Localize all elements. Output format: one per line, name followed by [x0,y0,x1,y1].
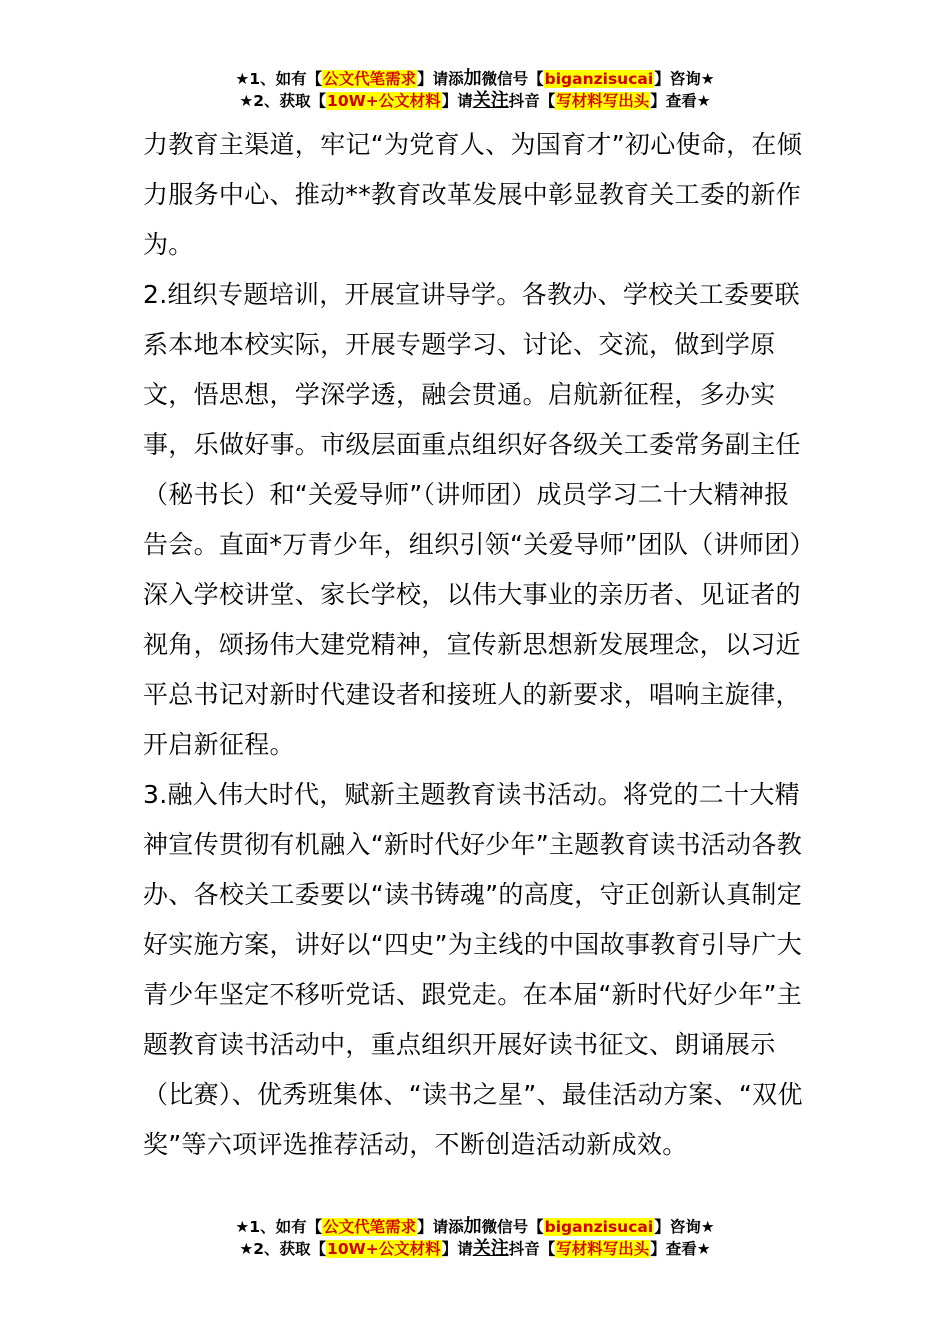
banner-text: 加 [463,1216,482,1237]
banner-text-underlined: 关注 [472,1238,509,1259]
banner-text: ★2、获取【 [239,92,327,110]
banner-text: ★2、获取【 [239,1240,327,1258]
banner-line-2 [0,90,950,112]
banner-text: 】请添 [417,70,464,88]
banner-text: 】请添 [417,1218,464,1236]
banner-line-1 [0,1216,950,1238]
banner-text: ★1、如有【 [235,1218,323,1236]
highlight-ghostwriting: 公文代笔需求 [323,1218,417,1236]
highlight-douyin-account: 写材料写出头 [556,92,650,110]
footer-banner [0,1216,950,1260]
paragraph-3: 3.融入伟大时代，赋新主题教育读书活动。将党的二十大精神宣传贯彻有机融入“新时代好少年”主题教育读书活动各教办、各校关工委要以“读书铸魂”的高度，守正创新认真制定好实施方案，讲好以“四史”为主线的中国故事教育引导广大青少年坚定不移听党话、跟党走。在本届“新时代好少年”主题教育读书活动中，重点组织开展好读书征文、朗诵展示（比赛）、优秀班集体、“读书之星”、最佳活动方案、“双优奖”等六项评选推荐活动，不断创造活动新成效。 [143,780,803,1159]
banner-text: 】查看★ [650,92,711,110]
highlight-materials: 10W+公文材料 [327,1240,441,1258]
paragraph-1: 力教育主渠道，牢记“为党育人、为国育才”初心使命，在倾力服务中心、推动**教育改革发展中彰显教育关工委的新作为。 [143,130,803,259]
paragraph-2: 2.组织专题培训，开展宣讲导学。各教办、学校关工委要联系本地本校实际，开展专题学习、讨论、交流，做到学原文，悟思想，学深学透，融会贯通。启航新征程，多办实事，乐做好事。市级层面重点组织好各级关工委常务副主任（秘书长）和“关爱导师”（讲师团）成员学习二十大精神报告会。直面*万青少年，组织引领“关爱导师”团队（讲师团）深入学校讲堂、家长学校，以伟大事业的亲历者、见证者的视角，颂扬伟大建党精神，宣传新思想新发展理念，以习近平总书记对新时代建设者和接班人的新要求，唱响主旋律，开启新征程。 [143,280,803,759]
banner-text: 微信号【 [481,1218,544,1236]
header-banner [0,68,950,112]
banner-text: ★1、如有【 [235,70,323,88]
banner-text-underlined: 关注 [472,90,509,111]
document-body [143,120,808,1170]
banner-text: 】咨询★ [654,70,715,88]
banner-line-2 [0,1238,950,1260]
banner-text: 】请 [441,1240,473,1258]
banner-text: 】请 [441,92,473,110]
highlight-wechat-id: biganzisucai [544,70,654,88]
banner-text: 微信号【 [481,70,544,88]
banner-text: 】咨询★ [654,1218,715,1236]
banner-line-1 [0,68,950,90]
banner-text: 加 [463,68,482,89]
banner-text: 抖音【 [508,92,556,110]
highlight-wechat-id: biganzisucai [544,1218,654,1236]
highlight-ghostwriting: 公文代笔需求 [323,70,417,88]
banner-text: 抖音【 [508,1240,556,1258]
highlight-materials: 10W+公文材料 [327,92,441,110]
banner-text: 】查看★ [650,1240,711,1258]
highlight-douyin-account: 写材料写出头 [556,1240,650,1258]
